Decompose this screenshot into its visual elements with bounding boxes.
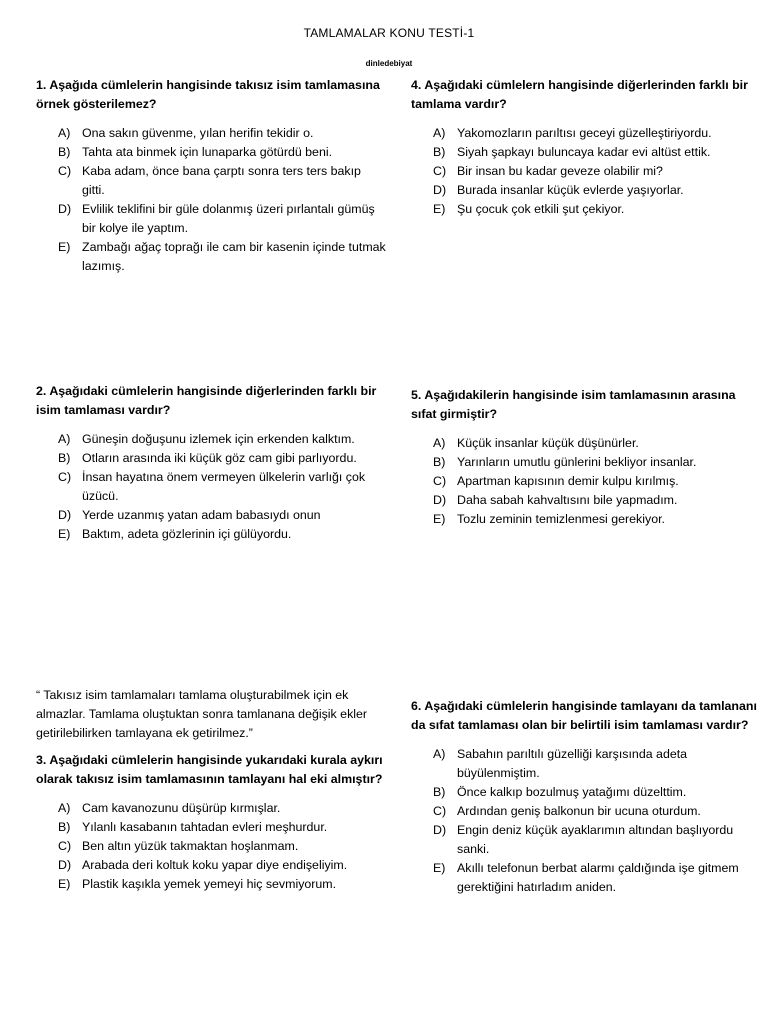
option-letter: C)	[58, 164, 72, 178]
option-text: Önce kalkıp bozulmuş yatağımı düzelttim.	[457, 785, 687, 799]
option-letter: E)	[433, 861, 446, 875]
option-text: Ona sakın güvenme, yılan herifin tekidir o.	[82, 126, 314, 140]
option-text: Şu çocuk çok etkili şut çekiyor.	[457, 202, 625, 216]
option-text: Plastik kaşıkla yemek yemeyi hiç sevmiyorum.	[82, 877, 337, 891]
option-text: Ardından geniş balkonun bir ucuna oturdum.	[457, 804, 701, 818]
option-text: Yarınların umutlu günlerini bekliyor insanlar.	[457, 455, 697, 469]
option-b[interactable]	[36, 449, 386, 468]
option-text: Apartman kapısının demir kulpu kırılmış.	[457, 474, 679, 488]
option-letter: B)	[58, 451, 71, 465]
option-list	[411, 434, 761, 529]
option-text: Otların arasında iki küçük göz cam gibi parlıyordu.	[82, 451, 357, 465]
question-5	[411, 386, 761, 529]
option-a[interactable]	[36, 430, 386, 449]
option-text: İnsan hayatına önem vermeyen ülkelerin varlığı çok üzücü.	[82, 470, 366, 503]
option-text: Ben altın yüzük takmaktan hoşlanmam.	[82, 839, 299, 853]
option-text: Yakomozların parıltısı geceyi güzelleştiriyordu.	[457, 126, 712, 140]
option-d[interactable]	[411, 821, 761, 859]
option-c[interactable]	[411, 162, 761, 181]
option-text: Baktım, adeta gözlerinin içi gülüyordu.	[82, 527, 292, 541]
option-letter: D)	[433, 493, 447, 507]
question-4	[411, 76, 761, 219]
option-letter: D)	[58, 508, 72, 522]
option-letter: B)	[58, 820, 71, 834]
option-letter: A)	[433, 436, 446, 450]
option-text: Güneşin doğuşunu izlemek için erkenden kalktım.	[82, 432, 355, 446]
option-b[interactable]	[411, 143, 761, 162]
option-b[interactable]	[411, 453, 761, 472]
option-c[interactable]	[411, 472, 761, 491]
option-text: Sabahın parıltılı güzelliği karşısında adeta büyülenmiştim.	[457, 747, 688, 780]
option-a[interactable]	[411, 124, 761, 143]
option-d[interactable]	[411, 491, 761, 510]
option-letter: B)	[433, 455, 446, 469]
question-1	[36, 76, 386, 276]
page-subtitle: dinledebiyat	[365, 59, 413, 68]
question-intro-quote: “ Takısız isim tamlamaları tamlama oluşturabilmek için ek almazlar. Tamlama oluştuktan sonra tamlanana değişik ekler getirilebilirken tamlayana ek getirilmez.”	[36, 688, 368, 740]
option-e[interactable]	[411, 510, 761, 529]
option-letter: D)	[58, 858, 72, 872]
option-a[interactable]	[36, 799, 386, 818]
option-letter: A)	[58, 432, 71, 446]
option-letter: C)	[433, 164, 447, 178]
option-letter: D)	[58, 202, 72, 216]
option-list	[36, 430, 386, 544]
option-e[interactable]	[36, 525, 386, 544]
option-d[interactable]	[36, 200, 386, 238]
question-text: 5. Aşağıdakilerin hangisinde isim tamlamasının arasına sıfat girmiştir?	[411, 388, 736, 421]
option-text: Zambağı ağaç toprağı ile cam bir kasenin içinde tutmak lazımış.	[82, 240, 386, 273]
option-letter: D)	[433, 823, 447, 837]
option-letter: C)	[433, 474, 447, 488]
option-list	[36, 799, 386, 894]
option-letter: A)	[433, 747, 446, 761]
option-letter: C)	[58, 839, 72, 853]
question-text: 1. Aşağıda cümlelerin hangisinde takısız isim tamlamasına örnek gösterilemez?	[36, 78, 380, 111]
option-a[interactable]	[411, 434, 761, 453]
option-c[interactable]	[36, 162, 386, 200]
question-text: 6. Aşağıdaki cümlelerin hangisinde tamlayanı da tamlananı da sıfat tamlaması olan bir belirtili isim tamlaması vardır?	[411, 699, 757, 732]
option-list	[411, 745, 761, 897]
option-letter: B)	[433, 785, 446, 799]
option-e[interactable]	[411, 200, 761, 219]
option-b[interactable]	[36, 818, 386, 837]
option-letter: C)	[433, 804, 447, 818]
option-letter: E)	[433, 202, 446, 216]
page-title: TAMLAMALAR KONU TESTİ-1	[303, 26, 475, 40]
option-text: Siyah şapkayı buluncaya kadar evi altüst ettik.	[457, 145, 711, 159]
option-text: Evlilik teklifini bir güle dolanmış üzeri pırlantalı gümüş bir kolye ile yaptım.	[82, 202, 375, 235]
option-b[interactable]	[36, 143, 386, 162]
option-c[interactable]	[411, 802, 761, 821]
option-text: Tahta ata binmek için lunaparka götürdü beni.	[82, 145, 333, 159]
option-letter: E)	[58, 240, 71, 254]
option-list	[411, 124, 761, 219]
option-a[interactable]	[36, 124, 386, 143]
question-6	[411, 697, 761, 897]
question-2	[36, 382, 386, 544]
option-d[interactable]	[411, 181, 761, 200]
option-text: Daha sabah kahvaltısını bile yapmadım.	[457, 493, 678, 507]
option-letter: B)	[58, 145, 71, 159]
option-c[interactable]	[36, 468, 386, 506]
option-text: Tozlu zeminin temizlenmesi gerekiyor.	[457, 512, 665, 526]
option-letter: E)	[58, 527, 71, 541]
option-letter: E)	[433, 512, 446, 526]
option-text: Bir insan bu kadar geveze olabilir mi?	[457, 164, 663, 178]
question-text: 2. Aşağıdaki cümlelerin hangisinde diğerlerinden farklı bir isim tamlaması vardır?	[36, 384, 377, 417]
option-a[interactable]	[411, 745, 761, 783]
option-e[interactable]	[36, 238, 386, 276]
option-text: Engin deniz küçük ayaklarımın altından başlıyordu sanki.	[457, 823, 734, 856]
option-b[interactable]	[411, 783, 761, 802]
option-text: Küçük insanlar küçük düşünürler.	[457, 436, 639, 450]
option-d[interactable]	[36, 856, 386, 875]
option-letter: A)	[58, 801, 71, 815]
option-text: Burada insanlar küçük evlerde yaşıyorlar.	[457, 183, 684, 197]
option-letter: A)	[433, 126, 446, 140]
option-e[interactable]	[36, 875, 386, 894]
option-c[interactable]	[36, 837, 386, 856]
option-list	[36, 124, 386, 276]
option-letter: B)	[433, 145, 446, 159]
option-text: Arabada deri koltuk koku yapar diye endişeliyim.	[82, 858, 348, 872]
option-text: Yılanlı kasabanın tahtadan evleri meşhurdur.	[82, 820, 328, 834]
option-e[interactable]	[411, 859, 761, 897]
option-letter: C)	[58, 470, 72, 484]
option-letter: D)	[433, 183, 447, 197]
question-text: 3. Aşağıdaki cümlelerin hangisinde yukarıdaki kurala aykırı olarak takısız isim tamlamasının tamlayanı hal eki almıştır?	[36, 753, 383, 786]
question-3	[36, 686, 386, 894]
question-text: 4. Aşağıdaki cümlelern hangisinde diğerlerinden farklı bir tamlama vardır?	[411, 78, 748, 111]
option-d[interactable]	[36, 506, 386, 525]
option-text: Yerde uzanmış yatan adam babasıydı onun	[82, 508, 321, 522]
option-letter: E)	[58, 877, 71, 891]
option-text: Cam kavanozunu düşürüp kırmışlar.	[82, 801, 281, 815]
option-letter: A)	[58, 126, 71, 140]
option-text: Akıllı telefonun berbat alarmı çaldığında işe gitmem gerektiğini hatırladım aniden.	[457, 861, 739, 894]
option-text: Kaba adam, önce bana çarptı sonra ters ters bakıp gitti.	[82, 164, 361, 197]
